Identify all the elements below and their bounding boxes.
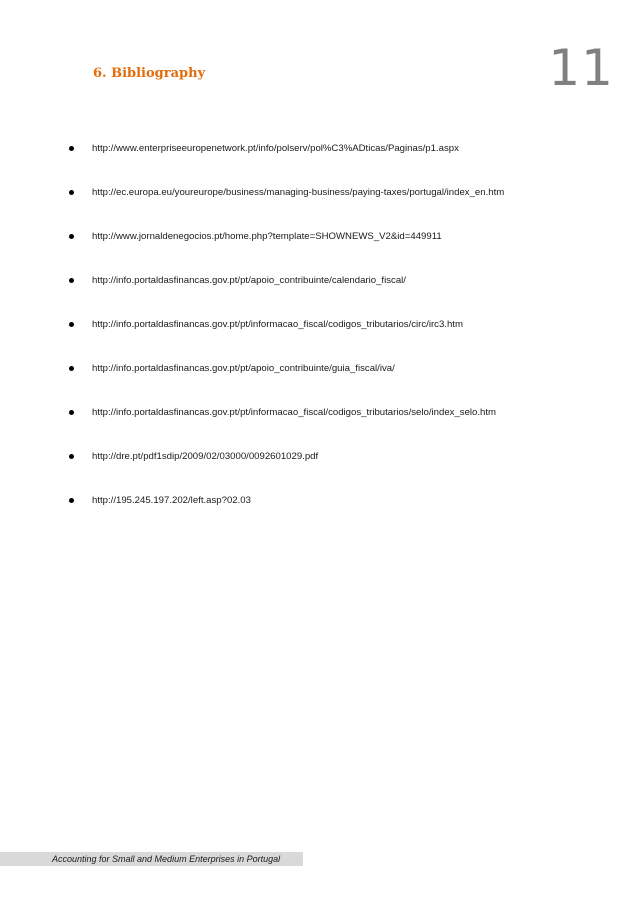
- bibliography-item: [0, 184, 638, 228]
- page-number: 11: [548, 39, 614, 97]
- bibliography-list: [0, 140, 638, 536]
- bibliography-item: [0, 228, 638, 272]
- footer-text: Accounting for Small and Medium Enterprises in Portugal: [52, 854, 281, 864]
- bullet-icon: [69, 278, 74, 283]
- bibliography-item: [0, 492, 638, 536]
- bullet-icon: [69, 454, 74, 459]
- bullet-icon: [69, 146, 74, 151]
- bibliography-link[interactable]: http://dre.pt/pdf1sdip/2009/02/03000/0092601029.pdf: [92, 451, 319, 462]
- bibliography-item: [0, 272, 638, 316]
- bibliography-item: [0, 360, 638, 404]
- section-title: 6. Bibliography: [93, 66, 206, 81]
- bullet-icon: [69, 410, 74, 415]
- bullet-icon: [69, 366, 74, 371]
- bibliography-item: [0, 448, 638, 492]
- bibliography-link[interactable]: http://195.245.197.202/left.asp?02.03: [92, 495, 251, 506]
- bibliography-item: [0, 404, 638, 448]
- bullet-icon: [69, 234, 74, 239]
- bibliography-link[interactable]: http://info.portaldasfinancas.gov.pt/pt/informacao_fiscal/codigos_tributarios/selo/index_selo.htm: [92, 407, 497, 418]
- bibliography-link[interactable]: http://ec.europa.eu/youreurope/business/managing-business/paying-taxes/portugal/index_en.htm: [92, 187, 505, 198]
- bibliography-item: [0, 140, 638, 184]
- bullet-icon: [69, 498, 74, 503]
- bullet-icon: [69, 322, 74, 327]
- bibliography-link[interactable]: http://www.jornaldenegocios.pt/home.php?template=SHOWNEWS_V2&id=449911: [92, 231, 442, 242]
- bullet-icon: [69, 190, 74, 195]
- bibliography-link[interactable]: http://info.portaldasfinancas.gov.pt/pt/apoio_contribuinte/calendario_fiscal/: [92, 275, 406, 286]
- bibliography-link[interactable]: http://www.enterpriseeuropenetwork.pt/info/polserv/pol%C3%ADticas/Paginas/p1.aspx: [92, 143, 459, 154]
- bibliography-link[interactable]: http://info.portaldasfinancas.gov.pt/pt/apoio_contribuinte/guia_fiscal/iva/: [92, 363, 395, 374]
- bibliography-item: [0, 316, 638, 360]
- bibliography-link[interactable]: http://info.portaldasfinancas.gov.pt/pt/informacao_fiscal/codigos_tributarios/circ/irc3.htm: [92, 319, 463, 330]
